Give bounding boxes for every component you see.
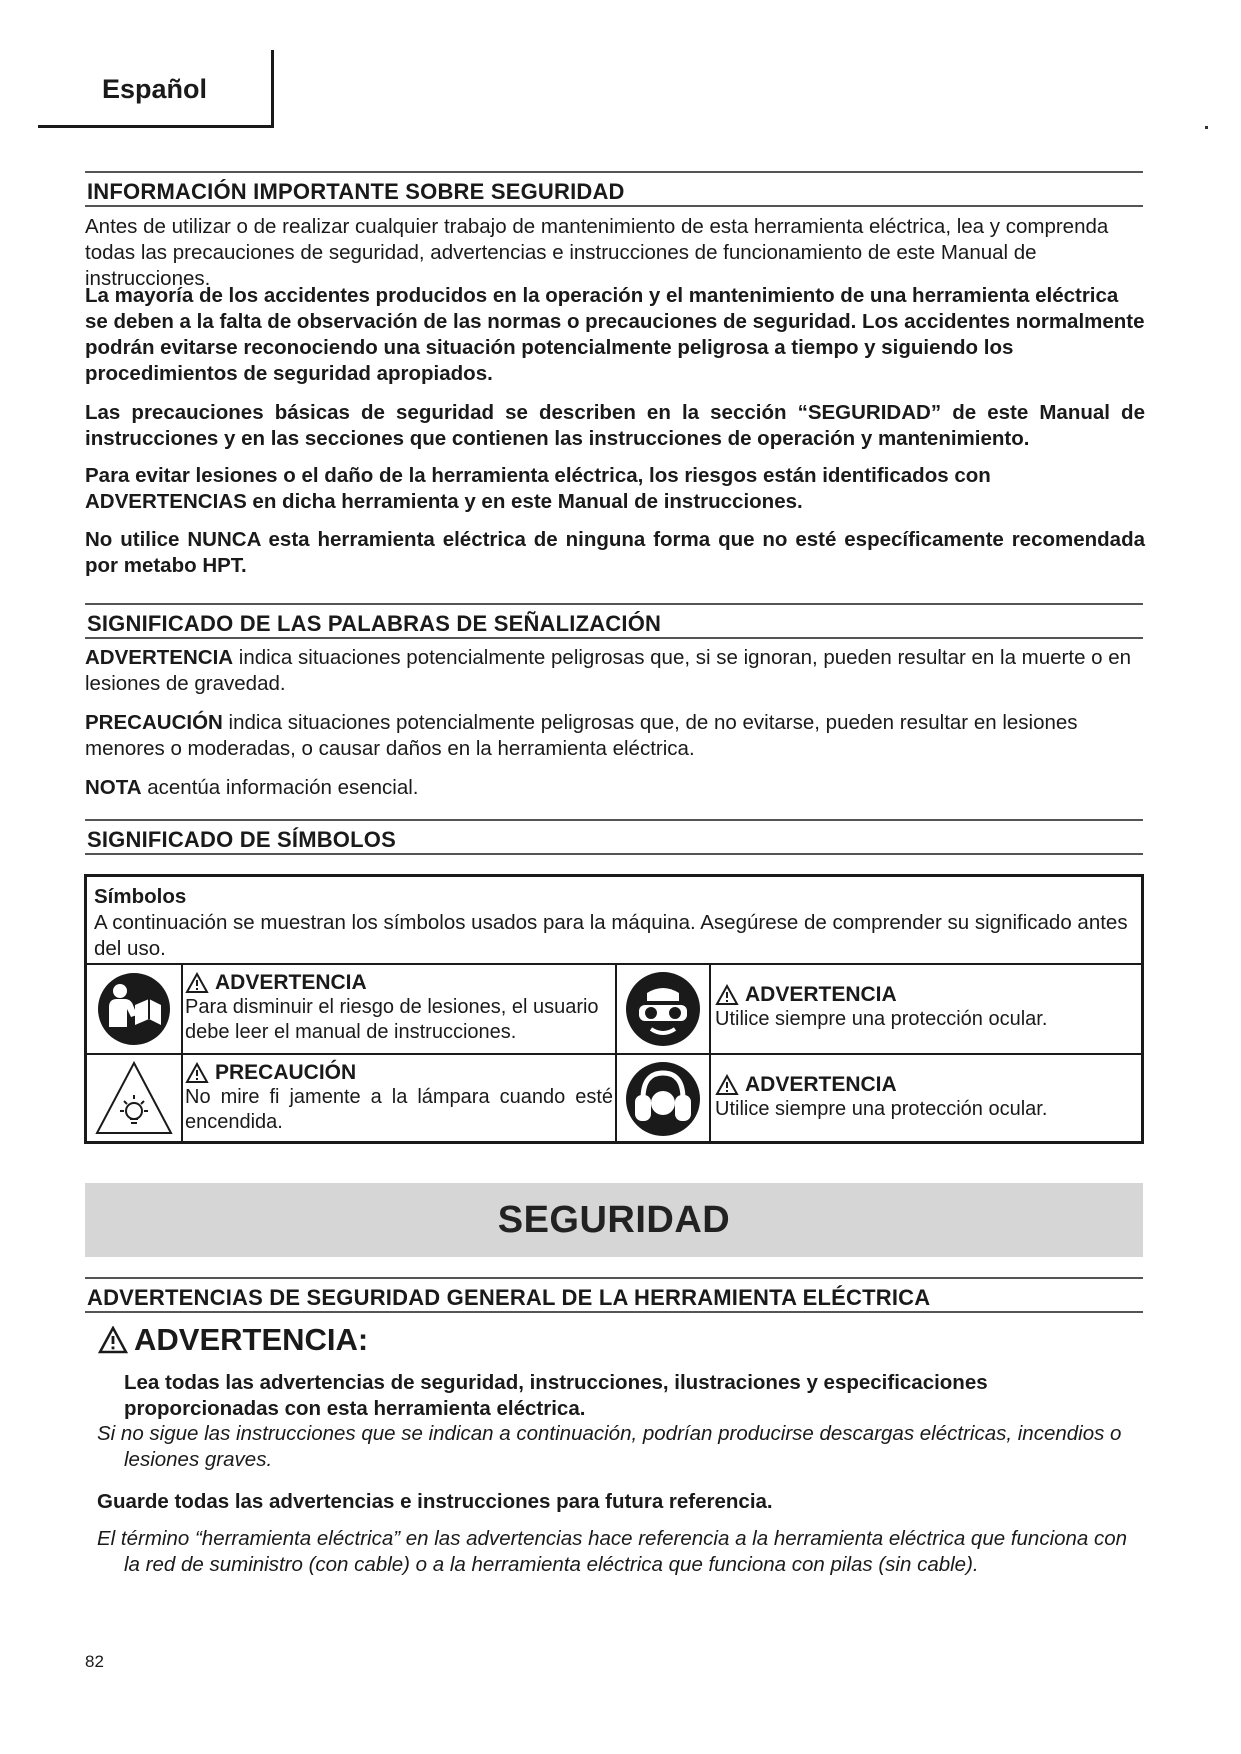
symbol-cell-eye-protection (715, 983, 1139, 1053)
section-heading-symbols: SIGNIFICADO DE SÍMBOLOS (85, 819, 1143, 855)
symbol-text-ear-protection: Utilice siempre una protección ocular. (715, 1098, 1048, 1120)
caution-definition-text: indica situaciones potencialmente peligrosas que, de no evitarse, pueden resultar en lesiones menores o moderadas, o causar daños en la herramienta eléctrica. (85, 711, 1078, 760)
stray-dot (1205, 126, 1208, 129)
symbol-title-eye-protection: ADVERTENCIA (745, 983, 897, 1006)
language-label: Español (102, 74, 208, 104)
avoid-injury-paragraph: Para evitar lesiones o el daño de la herramienta eléctrica, los riesgos están identificados con ADVERTENCIAS en dicha herramienta y en este Manual de instrucciones. (85, 464, 991, 513)
term-definition-paragraph: El término “herramienta eléctrica” en las advertencias hace referencia a la herramienta eléctrica que funciona con la red de suministro (con cable) o a la herramienta eléctrica que funciona con pilas (sin cable). (97, 1527, 1128, 1576)
symbol-title-read-manual: ADVERTENCIA (215, 971, 367, 994)
ear-protection-icon (617, 1055, 709, 1143)
warning-triangle-icon (185, 1062, 209, 1084)
warning-triangle-icon (98, 1326, 128, 1354)
symbol-cell-ear-protection (715, 1073, 1139, 1143)
read-manual-icon (87, 965, 181, 1053)
symbol-title-lamp: PRECAUCIÓN (215, 1061, 357, 1084)
safety-intro-paragraph: Antes de utilizar o de realizar cualquier trabajo de mantenimiento de esta herramienta eléctrica, lea y comprenda todas las precauciones de seguridad, advertencias e instrucciones de funcionamiento de este Manual de instrucciones. (85, 215, 1109, 290)
section-heading-safety-info: INFORMACIÓN IMPORTANTE SOBRE SEGURIDAD (85, 171, 1143, 207)
page-number: 82 (85, 1652, 104, 1671)
lamp-warning-icon (87, 1055, 181, 1143)
note-definition (85, 775, 1145, 801)
section-heading-signal-words: SIGNIFICADO DE LAS PALABRAS DE SEÑALIZACIÓN (85, 603, 1143, 639)
symbols-header (94, 884, 1137, 962)
symbols-table (87, 963, 1141, 1143)
basic-precautions-paragraph: Las precauciones básicas de seguridad se describen en la sección “SEGURIDAD” de este Manual de instrucciones y en las secciones que contienen las instrucciones de operación y mantenimiento. (85, 401, 1145, 450)
symbol-cell-lamp (185, 1061, 613, 1143)
warning-term: ADVERTENCIA (85, 646, 234, 669)
symbol-text-eye-protection: Utilice siempre una protección ocular. (715, 1008, 1048, 1030)
note-term: NOTA (85, 776, 142, 799)
consequences-paragraph: Si no sigue las instrucciones que se indican a continuación, podrían producirse descargas eléctricas, incendios o lesiones graves. (97, 1422, 1122, 1471)
symbols-intro: A continuación se muestran los símbolos usados para la máquina. Asegúrese de comprender su significado antes del uso. (94, 911, 1128, 960)
note-definition-text: acentúa información esencial. (141, 776, 419, 799)
never-use-paragraph: No utilice NUNCA esta herramienta eléctrica de ninguna forma que no esté específicamente recomendada por metabo HPT. (85, 528, 1145, 577)
save-instructions-line: Guarde todas las advertencias e instrucciones para futura referencia. (97, 1490, 773, 1513)
safety-banner: SEGURIDAD (85, 1183, 1143, 1257)
warning-definition (85, 645, 1145, 697)
warning-triangle-icon (185, 972, 209, 994)
warning-triangle-icon (715, 984, 739, 1006)
symbol-text-read-manual: Para disminuir el riesgo de lesiones, el usuario debe leer el manual de instrucciones. (185, 996, 599, 1043)
warning-title-block (98, 1322, 368, 1358)
symbol-title-ear-protection: ADVERTENCIA (745, 1073, 897, 1096)
warning-title: ADVERTENCIA: (134, 1322, 369, 1357)
warning-triangle-icon (715, 1074, 739, 1096)
symbols-title: Símbolos (94, 885, 187, 908)
accidents-paragraph: La mayoría de los accidentes producidos en la operación y el mantenimiento de una herramienta eléctrica se deben a la falta de observación de las normas o precauciones de seguridad. Los accidentes normalmente podrán evitarse reconociendo una situación potencialmente peligrosa a tiempo y siguiendo los procedimientos de seguridad apropiados. (85, 284, 1145, 385)
caution-definition (85, 710, 1145, 762)
section-heading-general-warnings: ADVERTENCIAS DE SEGURIDAD GENERAL DE LA HERRAMIENTA ELÉCTRICA (85, 1277, 1143, 1313)
symbols-box (84, 874, 1144, 1144)
symbol-cell-read-manual (185, 971, 613, 1053)
eye-protection-icon (617, 965, 709, 1053)
language-tab (38, 50, 274, 128)
symbol-text-lamp: No mire fi jamente a la lámpara cuando esté encendida. (185, 1086, 613, 1133)
warning-definition-text: indica situaciones potencialmente peligrosas que, si se ignoran, pueden resultar en la muerte o en lesiones de gravedad. (85, 646, 1132, 695)
read-all-warnings-paragraph: Lea todas las advertencias de seguridad, instrucciones, ilustraciones y especificaciones proporcionadas con esta herramienta eléctrica. (124, 1371, 988, 1420)
caution-term: PRECAUCIÓN (85, 711, 223, 734)
